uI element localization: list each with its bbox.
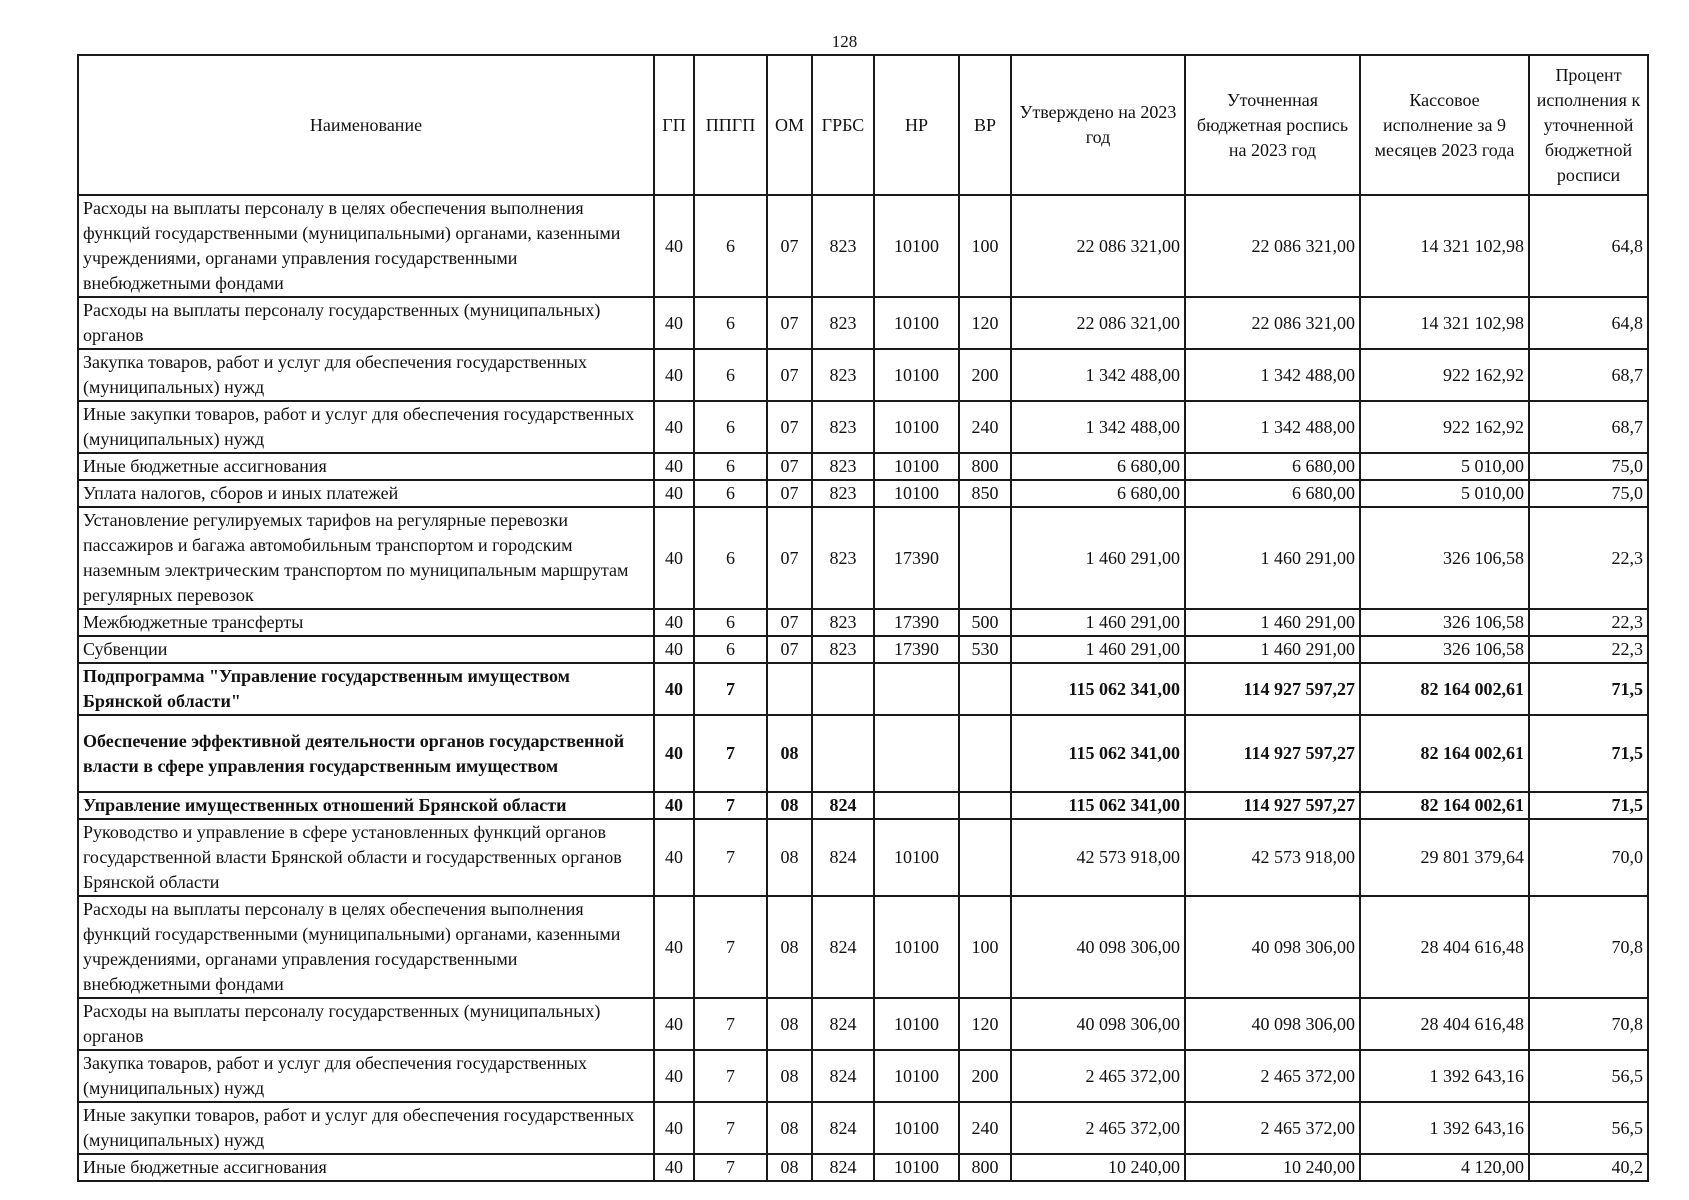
cell-vr: 120 <box>959 297 1011 349</box>
cell-nr: 10100 <box>874 819 959 896</box>
header-percent: Процент исполнения к уточненной бюджетной росписи <box>1529 55 1648 195</box>
table-row <box>78 349 1648 401</box>
cell-vr <box>959 663 1011 715</box>
cell-cash: 14 321 102,98 <box>1360 195 1529 297</box>
cell-om: 08 <box>767 1050 812 1102</box>
page-number: 128 <box>831 32 858 51</box>
cell-nr: 10100 <box>874 297 959 349</box>
cell-grbs: 824 <box>812 1154 874 1181</box>
cell-approved: 22 086 321,00 <box>1011 195 1185 297</box>
table-row <box>78 1050 1648 1102</box>
cell-approved: 6 680,00 <box>1011 480 1185 507</box>
cell-cash: 1 392 643,16 <box>1360 1050 1529 1102</box>
header-grbs: ГРБС <box>812 55 874 195</box>
cell-ppgp: 6 <box>694 297 767 349</box>
header-vr: ВР <box>959 55 1011 195</box>
cell-ppgp: 6 <box>694 507 767 609</box>
cell-om: 07 <box>767 453 812 480</box>
cell-vr: 500 <box>959 609 1011 636</box>
cell-grbs: 823 <box>812 609 874 636</box>
cell-ppgp: 6 <box>694 609 767 636</box>
cell-name: Иные закупки товаров, работ и услуг для обеспечения государственных (муниципальных) нужд <box>78 401 654 453</box>
cell-name: Иные бюджетные ассигнования <box>78 453 654 480</box>
cell-ppgp: 7 <box>694 792 767 819</box>
cell-grbs: 824 <box>812 792 874 819</box>
cell-vr: 530 <box>959 636 1011 663</box>
cell-nr <box>874 663 959 715</box>
cell-refined: 1 342 488,00 <box>1185 401 1360 453</box>
cell-nr: 10100 <box>874 195 959 297</box>
cell-gp: 40 <box>654 1050 694 1102</box>
header-ppgp: ППГП <box>694 55 767 195</box>
cell-nr: 10100 <box>874 998 959 1050</box>
cell-percent: 70,8 <box>1529 998 1648 1050</box>
cell-grbs: 823 <box>812 195 874 297</box>
cell-percent: 64,8 <box>1529 195 1648 297</box>
cell-grbs: 824 <box>812 896 874 998</box>
cell-nr: 10100 <box>874 453 959 480</box>
cell-nr: 10100 <box>874 401 959 453</box>
cell-om: 08 <box>767 792 812 819</box>
cell-ppgp: 6 <box>694 636 767 663</box>
cell-gp: 40 <box>654 480 694 507</box>
cell-vr <box>959 715 1011 792</box>
cell-name: Расходы на выплаты персоналу государственных (муниципальных) органов <box>78 297 654 349</box>
cell-grbs: 824 <box>812 1102 874 1154</box>
cell-grbs <box>812 663 874 715</box>
cell-om: 07 <box>767 195 812 297</box>
cell-ppgp: 7 <box>694 819 767 896</box>
cell-approved: 1 460 291,00 <box>1011 609 1185 636</box>
cell-name: Закупка товаров, работ и услуг для обеспечения государственных (муниципальных) нужд <box>78 1050 654 1102</box>
cell-name: Субвенции <box>78 636 654 663</box>
cell-vr <box>959 819 1011 896</box>
cell-om: 07 <box>767 636 812 663</box>
cell-om: 07 <box>767 401 812 453</box>
cell-grbs: 824 <box>812 998 874 1050</box>
table-body <box>78 195 1648 1181</box>
cell-percent: 56,5 <box>1529 1050 1648 1102</box>
cell-percent: 75,0 <box>1529 453 1648 480</box>
cell-refined: 42 573 918,00 <box>1185 819 1360 896</box>
cell-cash: 28 404 616,48 <box>1360 998 1529 1050</box>
cell-percent: 70,8 <box>1529 896 1648 998</box>
cell-grbs: 823 <box>812 453 874 480</box>
cell-ppgp: 6 <box>694 401 767 453</box>
table-row <box>78 480 1648 507</box>
cell-approved: 1 460 291,00 <box>1011 507 1185 609</box>
cell-vr: 200 <box>959 349 1011 401</box>
cell-om <box>767 663 812 715</box>
cell-cash: 5 010,00 <box>1360 453 1529 480</box>
header-om: ОМ <box>767 55 812 195</box>
cell-om: 07 <box>767 480 812 507</box>
cell-nr <box>874 715 959 792</box>
cell-refined: 22 086 321,00 <box>1185 195 1360 297</box>
cell-name: Иные закупки товаров, работ и услуг для обеспечения государственных (муниципальных) нужд <box>78 1102 654 1154</box>
cell-cash: 326 106,58 <box>1360 507 1529 609</box>
cell-cash: 28 404 616,48 <box>1360 896 1529 998</box>
cell-gp: 40 <box>654 297 694 349</box>
cell-nr: 10100 <box>874 1050 959 1102</box>
cell-vr: 800 <box>959 1154 1011 1181</box>
cell-vr: 120 <box>959 998 1011 1050</box>
cell-vr: 100 <box>959 195 1011 297</box>
cell-percent: 71,5 <box>1529 792 1648 819</box>
cell-cash: 82 164 002,61 <box>1360 792 1529 819</box>
cell-om: 08 <box>767 715 812 792</box>
cell-cash: 82 164 002,61 <box>1360 663 1529 715</box>
cell-refined: 40 098 306,00 <box>1185 998 1360 1050</box>
header-nr: НР <box>874 55 959 195</box>
cell-ppgp: 7 <box>694 896 767 998</box>
cell-grbs <box>812 715 874 792</box>
cell-approved: 40 098 306,00 <box>1011 896 1185 998</box>
cell-om: 08 <box>767 896 812 998</box>
cell-vr <box>959 792 1011 819</box>
header-gp: ГП <box>654 55 694 195</box>
cell-om: 08 <box>767 1154 812 1181</box>
cell-refined: 1 460 291,00 <box>1185 609 1360 636</box>
cell-cash: 1 392 643,16 <box>1360 1102 1529 1154</box>
header-refined: Уточненная бюджетная роспись на 2023 год <box>1185 55 1360 195</box>
cell-approved: 40 098 306,00 <box>1011 998 1185 1050</box>
cell-cash: 29 801 379,64 <box>1360 819 1529 896</box>
cell-name: Установление регулируемых тарифов на регулярные перевозки пассажиров и багажа автомобильным транспортом и городским наземным электрическим транспортом по муниципальным маршрутам регулярных перевозок <box>78 507 654 609</box>
cell-refined: 2 465 372,00 <box>1185 1102 1360 1154</box>
cell-vr: 800 <box>959 453 1011 480</box>
cell-vr <box>959 507 1011 609</box>
cell-vr: 200 <box>959 1050 1011 1102</box>
cell-gp: 40 <box>654 715 694 792</box>
cell-nr: 10100 <box>874 1102 959 1154</box>
cell-gp: 40 <box>654 1102 694 1154</box>
cell-grbs: 823 <box>812 297 874 349</box>
cell-nr: 17390 <box>874 609 959 636</box>
cell-percent: 22,3 <box>1529 609 1648 636</box>
table-row <box>78 896 1648 998</box>
cell-ppgp: 6 <box>694 349 767 401</box>
cell-refined: 1 460 291,00 <box>1185 507 1360 609</box>
cell-refined: 114 927 597,27 <box>1185 663 1360 715</box>
cell-approved: 6 680,00 <box>1011 453 1185 480</box>
header-name: Наименование <box>78 55 654 195</box>
table-row <box>78 401 1648 453</box>
cell-name: Уплата налогов, сборов и иных платежей <box>78 480 654 507</box>
cell-percent: 71,5 <box>1529 715 1648 792</box>
cell-gp: 40 <box>654 792 694 819</box>
cell-cash: 82 164 002,61 <box>1360 715 1529 792</box>
cell-om: 08 <box>767 998 812 1050</box>
cell-approved: 115 062 341,00 <box>1011 663 1185 715</box>
cell-name: Подпрограмма "Управление государственным имуществом Брянской области" <box>78 663 654 715</box>
cell-refined: 10 240,00 <box>1185 1154 1360 1181</box>
cell-name: Расходы на выплаты персоналу в целях обеспечения выполнения функций государственными (муниципальными) органами, казенными учреждениями, органами управления государственными внебюджетными фондами <box>78 896 654 998</box>
table-row <box>78 609 1648 636</box>
cell-name: Руководство и управление в сфере установленных функций органов государственной власти Брянской области и государственных органов Брянской области <box>78 819 654 896</box>
cell-approved: 42 573 918,00 <box>1011 819 1185 896</box>
cell-ppgp: 7 <box>694 1102 767 1154</box>
cell-approved: 1 342 488,00 <box>1011 401 1185 453</box>
cell-gp: 40 <box>654 998 694 1050</box>
cell-name: Иные бюджетные ассигнования <box>78 1154 654 1181</box>
cell-ppgp: 7 <box>694 998 767 1050</box>
cell-ppgp: 7 <box>694 663 767 715</box>
cell-cash: 14 321 102,98 <box>1360 297 1529 349</box>
cell-refined: 40 098 306,00 <box>1185 896 1360 998</box>
cell-cash: 326 106,58 <box>1360 636 1529 663</box>
cell-refined: 1 342 488,00 <box>1185 349 1360 401</box>
cell-vr: 240 <box>959 1102 1011 1154</box>
budget-table <box>77 54 1649 1182</box>
table-row <box>78 297 1648 349</box>
cell-gp: 40 <box>654 453 694 480</box>
cell-gp: 40 <box>654 609 694 636</box>
cell-percent: 71,5 <box>1529 663 1648 715</box>
cell-percent: 22,3 <box>1529 507 1648 609</box>
cell-approved: 1 342 488,00 <box>1011 349 1185 401</box>
cell-om: 08 <box>767 1102 812 1154</box>
cell-approved: 2 465 372,00 <box>1011 1050 1185 1102</box>
cell-vr: 100 <box>959 896 1011 998</box>
cell-approved: 115 062 341,00 <box>1011 715 1185 792</box>
cell-name: Закупка товаров, работ и услуг для обеспечения государственных (муниципальных) нужд <box>78 349 654 401</box>
cell-approved: 22 086 321,00 <box>1011 297 1185 349</box>
cell-refined: 114 927 597,27 <box>1185 715 1360 792</box>
cell-name: Расходы на выплаты персоналу государственных (муниципальных) органов <box>78 998 654 1050</box>
cell-grbs: 823 <box>812 401 874 453</box>
header-approved: Утверждено на 2023 год <box>1011 55 1185 195</box>
cell-nr: 10100 <box>874 1154 959 1181</box>
cell-cash: 922 162,92 <box>1360 401 1529 453</box>
cell-approved: 10 240,00 <box>1011 1154 1185 1181</box>
cell-grbs: 823 <box>812 507 874 609</box>
cell-name: Управление имущественных отношений Брянской области <box>78 792 654 819</box>
cell-nr: 10100 <box>874 480 959 507</box>
table-row <box>78 792 1648 819</box>
cell-grbs: 824 <box>812 1050 874 1102</box>
cell-nr: 10100 <box>874 349 959 401</box>
cell-approved: 115 062 341,00 <box>1011 792 1185 819</box>
cell-cash: 5 010,00 <box>1360 480 1529 507</box>
cell-ppgp: 7 <box>694 1154 767 1181</box>
cell-name: Обеспечение эффективной деятельности органов государственной власти в сфере управления государственным имуществом <box>78 715 654 792</box>
cell-om: 07 <box>767 297 812 349</box>
cell-gp: 40 <box>654 401 694 453</box>
cell-refined: 6 680,00 <box>1185 453 1360 480</box>
cell-refined: 114 927 597,27 <box>1185 792 1360 819</box>
table-row <box>78 195 1648 297</box>
table-row <box>78 1154 1648 1181</box>
cell-gp: 40 <box>654 507 694 609</box>
cell-ppgp: 7 <box>694 1050 767 1102</box>
table-row <box>78 819 1648 896</box>
cell-om: 07 <box>767 349 812 401</box>
cell-cash: 922 162,92 <box>1360 349 1529 401</box>
cell-ppgp: 7 <box>694 715 767 792</box>
table-row <box>78 636 1648 663</box>
cell-percent: 64,8 <box>1529 297 1648 349</box>
cell-name: Расходы на выплаты персоналу в целях обеспечения выполнения функций государственными (муниципальными) органами, казенными учреждениями, органами управления государственными внебюджетными фондами <box>78 195 654 297</box>
cell-percent: 68,7 <box>1529 401 1648 453</box>
cell-gp: 40 <box>654 195 694 297</box>
cell-nr: 17390 <box>874 636 959 663</box>
cell-percent: 56,5 <box>1529 1102 1648 1154</box>
cell-refined: 2 465 372,00 <box>1185 1050 1360 1102</box>
cell-om: 08 <box>767 819 812 896</box>
cell-gp: 40 <box>654 636 694 663</box>
cell-name: Межбюджетные трансферты <box>78 609 654 636</box>
cell-percent: 68,7 <box>1529 349 1648 401</box>
cell-grbs: 824 <box>812 819 874 896</box>
cell-percent: 40,2 <box>1529 1154 1648 1181</box>
cell-refined: 22 086 321,00 <box>1185 297 1360 349</box>
cell-ppgp: 6 <box>694 195 767 297</box>
cell-percent: 22,3 <box>1529 636 1648 663</box>
cell-nr <box>874 792 959 819</box>
table-row <box>78 663 1648 715</box>
cell-approved: 2 465 372,00 <box>1011 1102 1185 1154</box>
header-cash: Кассовое исполнение за 9 месяцев 2023 года <box>1360 55 1529 195</box>
table-row <box>78 715 1648 792</box>
cell-gp: 40 <box>654 1154 694 1181</box>
cell-gp: 40 <box>654 663 694 715</box>
cell-grbs: 823 <box>812 480 874 507</box>
cell-vr: 850 <box>959 480 1011 507</box>
header-row <box>78 55 1648 195</box>
cell-gp: 40 <box>654 896 694 998</box>
cell-percent: 75,0 <box>1529 480 1648 507</box>
cell-gp: 40 <box>654 819 694 896</box>
cell-cash: 4 120,00 <box>1360 1154 1529 1181</box>
table-row <box>78 453 1648 480</box>
cell-vr: 240 <box>959 401 1011 453</box>
table-row <box>78 1102 1648 1154</box>
cell-refined: 6 680,00 <box>1185 480 1360 507</box>
cell-nr: 10100 <box>874 896 959 998</box>
cell-approved: 1 460 291,00 <box>1011 636 1185 663</box>
cell-cash: 326 106,58 <box>1360 609 1529 636</box>
cell-ppgp: 6 <box>694 453 767 480</box>
cell-nr: 17390 <box>874 507 959 609</box>
table-row <box>78 998 1648 1050</box>
cell-percent: 70,0 <box>1529 819 1648 896</box>
cell-om: 07 <box>767 609 812 636</box>
cell-refined: 1 460 291,00 <box>1185 636 1360 663</box>
cell-grbs: 823 <box>812 349 874 401</box>
table-row <box>78 507 1648 609</box>
cell-om: 07 <box>767 507 812 609</box>
cell-grbs: 823 <box>812 636 874 663</box>
cell-gp: 40 <box>654 349 694 401</box>
cell-ppgp: 6 <box>694 480 767 507</box>
